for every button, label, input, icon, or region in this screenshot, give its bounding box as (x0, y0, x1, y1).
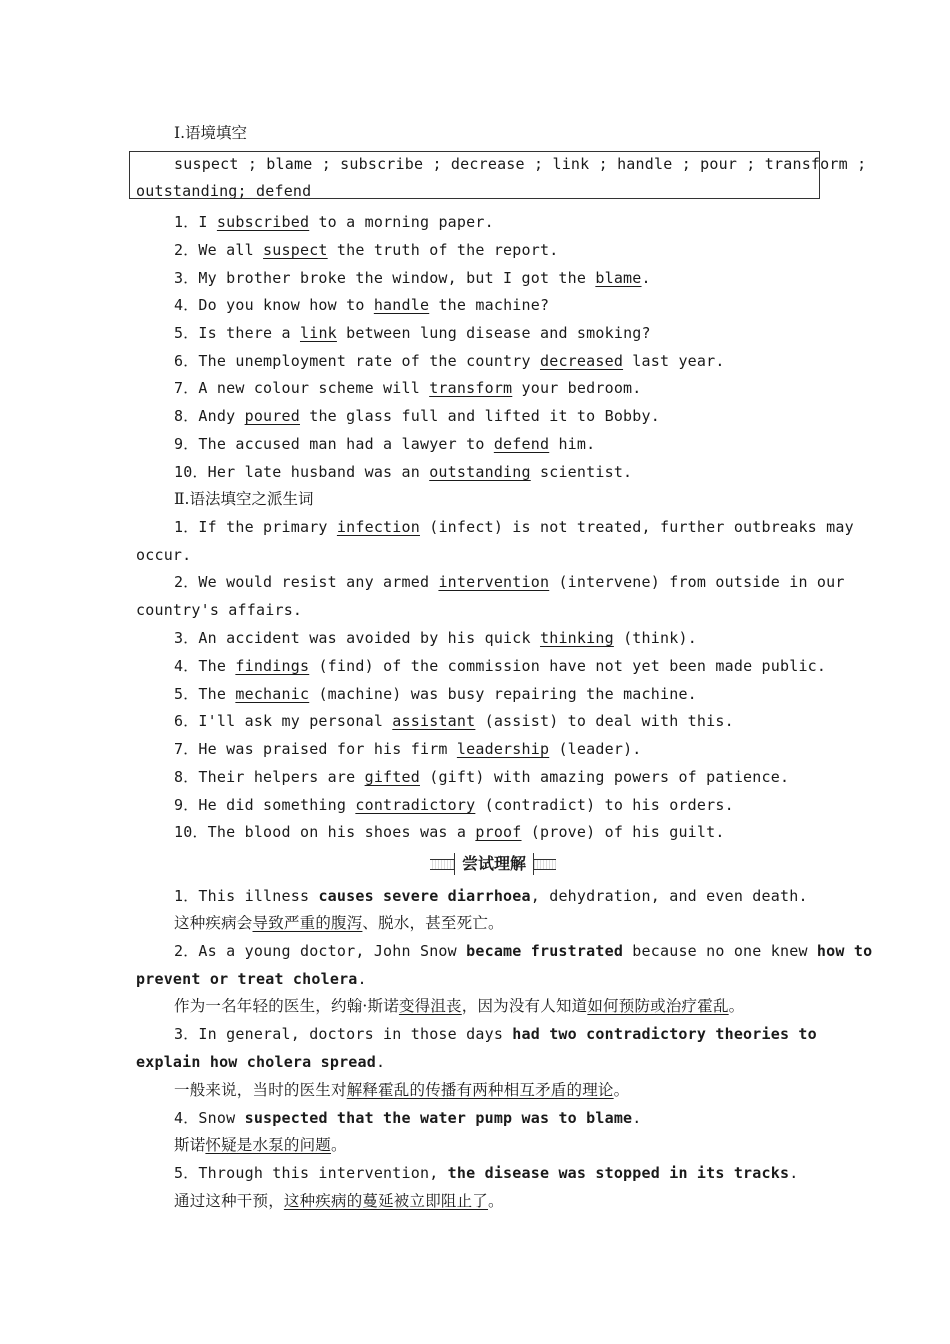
answer: infection (336, 518, 420, 536)
sentence-en-continuation: prevent or treat cholera. (136, 970, 367, 988)
list-item: 6．The unemployment rate of the country decreased last year. (174, 352, 725, 370)
answer: assistant (392, 712, 476, 730)
answer: suspect (263, 241, 328, 259)
word-bank-line-1: suspect ; blame ; subscribe ; decrease ; link ; handle ; pour ; transform ; (174, 155, 867, 173)
answer: outstanding (429, 463, 531, 481)
answer: defend (493, 435, 550, 453)
sentence-cn: 这种疾病会导致严重的腹泻、脱水，甚至死亡。 (174, 914, 504, 932)
section-2-title: Ⅱ.语法填空之派生词 (174, 490, 314, 508)
list-item: 1．I subscribed to a morning paper. (174, 213, 494, 231)
sentence-cn: 一般来说，当时的医生对解释霍乱的传播有两种相互矛盾的理论。 (174, 1081, 630, 1099)
list-item-continuation: occur. (136, 546, 192, 564)
list-item: 5．Is there a link between lung disease and smoking? (174, 324, 651, 342)
sentence-en: 4．Snow suspected that the water pump was to blame. (174, 1109, 642, 1127)
list-item: 2．We would resist any armed intervention (intervene) from outside in our (174, 573, 845, 591)
list-item: 3．An accident was avoided by his quick thinking (think). (174, 629, 697, 647)
section-1-title: Ⅰ.语境填空 (174, 124, 248, 142)
answer: intervention (438, 573, 550, 591)
sentence-cn: 作为一名年轻的医生，约翰·斯诺变得沮丧，因为没有人知道如何预防或治疗霍乱。 (174, 997, 745, 1015)
list-item: 3．My brother broke the window, but I got the blame. (174, 269, 651, 287)
list-item-continuation: country's affairs. (136, 601, 303, 619)
list-item: 8．Andy poured the glass full and lifted it to Bobby. (174, 407, 660, 425)
sentence-en-continuation: explain how cholera spread. (136, 1053, 386, 1071)
list-item: 1．If the primary infection (infect) is not treated, further outbreaks may (174, 518, 854, 536)
sentence-cn: 斯诺怀疑是水泵的问题。 (174, 1136, 347, 1154)
banner-label: 尝试理解 (454, 853, 534, 875)
list-item: 7．He was praised for his firm leadership (leader). (174, 740, 642, 758)
list-item: 4．The findings (find) of the commission have not yet been made public. (174, 657, 827, 675)
answer: gifted (364, 768, 420, 786)
answer: findings (235, 657, 310, 675)
answer: mechanic (235, 685, 310, 703)
answer: transform (429, 379, 513, 397)
answer: leadership (456, 740, 550, 758)
sentence-en: 2．As a young doctor, John Snow became frustrated because no one knew how to (174, 942, 873, 960)
list-item: 9．The accused man had a lawyer to defend him. (174, 435, 596, 453)
list-item: 4．Do you know how to handle the machine? (174, 296, 550, 314)
sentence-cn: 通过这种干预，这种疾病的蔓延被立即阻止了。 (174, 1192, 504, 1210)
list-item: 8．Their helpers are gifted (gift) with amazing powers of patience. (174, 768, 790, 786)
list-item: 5．The mechanic (machine) was busy repairing the machine. (174, 685, 697, 703)
sentence-en: 3．In general, doctors in those days had two contradictory theories to (174, 1025, 817, 1043)
answer: subscribed (216, 213, 310, 231)
list-item: 7．A new colour scheme will transform your bedroom. (174, 379, 642, 397)
answer: proof (475, 823, 522, 841)
list-item: 6．I'll ask my personal assistant (assist) to deal with this. (174, 712, 734, 730)
list-item: 2．We all suspect the truth of the report. (174, 241, 559, 259)
list-item: 9．He did something contradictory (contradict) to his orders. (174, 796, 734, 814)
answer: decreased (539, 352, 624, 370)
answer: handle (373, 296, 430, 314)
answer: thinking (539, 629, 614, 647)
answer: contradictory (355, 796, 476, 814)
list-item: 10．Her late husband was an outstanding scientist. (174, 463, 633, 481)
answer: link (299, 324, 337, 342)
list-item: 10．The blood on his shoes was a proof (prove) of his guilt. (174, 823, 725, 841)
answer: blame (595, 269, 642, 287)
section-3-banner (430, 853, 556, 875)
answer: poured (244, 407, 300, 425)
word-bank-line-2: outstanding; defend (136, 182, 312, 200)
sentence-en: 1．This illness causes severe diarrhoea, dehydration, and even death. (174, 887, 808, 905)
sentence-en: 5．Through this intervention, the disease was stopped in its tracks. (174, 1164, 799, 1182)
